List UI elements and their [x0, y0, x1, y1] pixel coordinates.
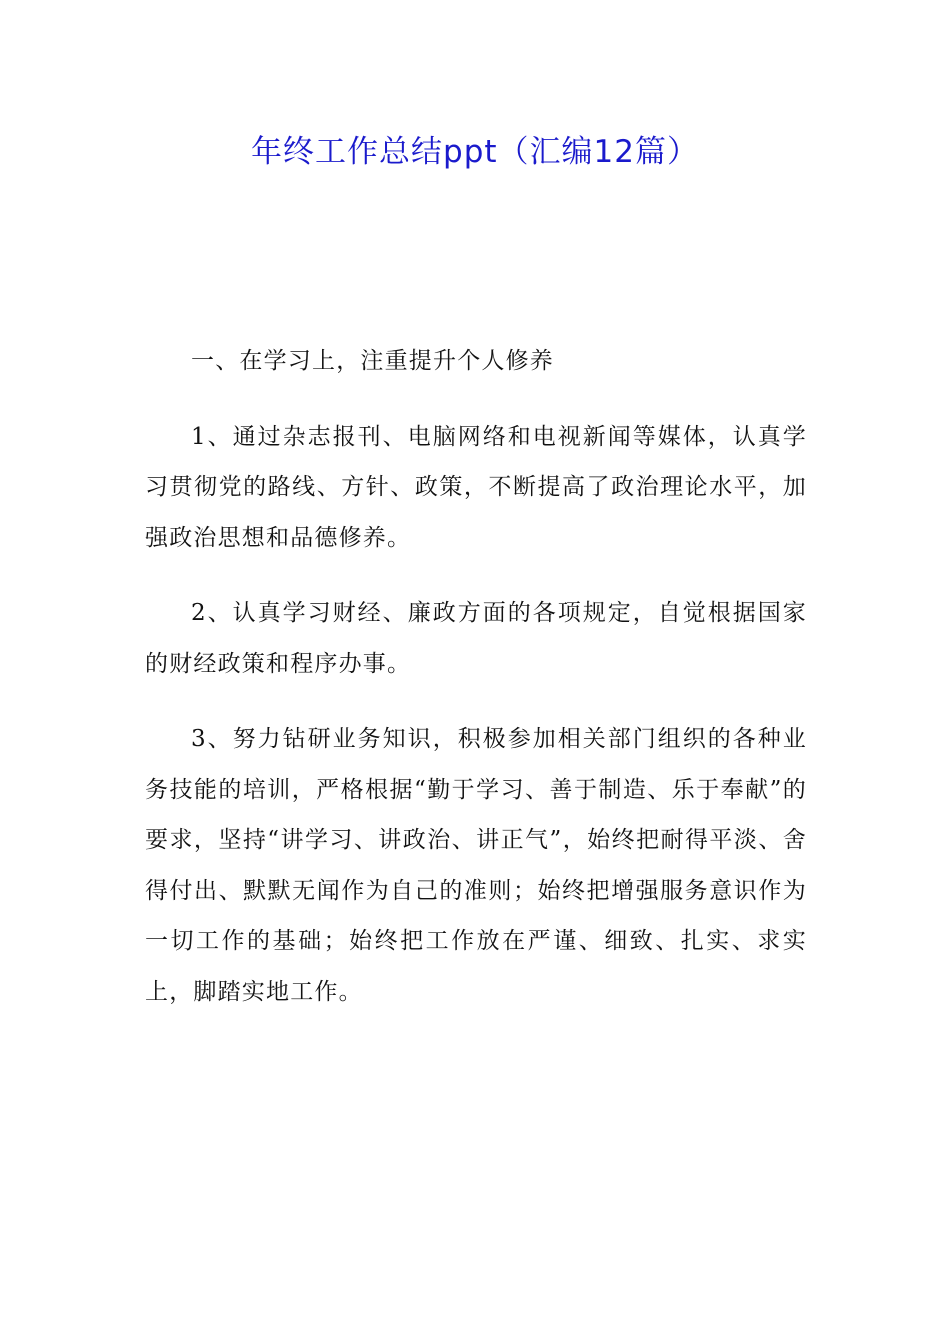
paragraph-item-2: 2、认真学习财经、廉政方面的各项规定，自觉根据国家的财经政策和程序办事。 — [145, 600, 807, 677]
paragraph-section-heading: 一、在学习上，注重提升个人修养 — [191, 348, 554, 374]
paragraph-item-1: 1、通过杂志报刊、电脑网络和电视新闻等媒体，认真学习贯彻党的路线、方针、政策，不断提高了政治理论水平，加强政治思想和品德修养。 — [145, 423, 807, 551]
document-title: 年终工作总结ppt（汇编12篇） — [251, 134, 699, 170]
paragraph-item-3: 3、努力钻研业务知识，积极参加相关部门组织的各种业务技能的培训，严格根据“勤于学习、善于制造、乐于奉献”的要求，坚持“讲学习、讲政治、讲正气”，始终把耐得平淡、舍得付出、默默无闻作为自己的准则；始终把增强服务意识作为一切工作的基础；始终把工作放在严谨、细致、扎实、求实上，脚踏实地工作。 — [145, 726, 807, 1005]
document-body — [145, 336, 807, 1042]
